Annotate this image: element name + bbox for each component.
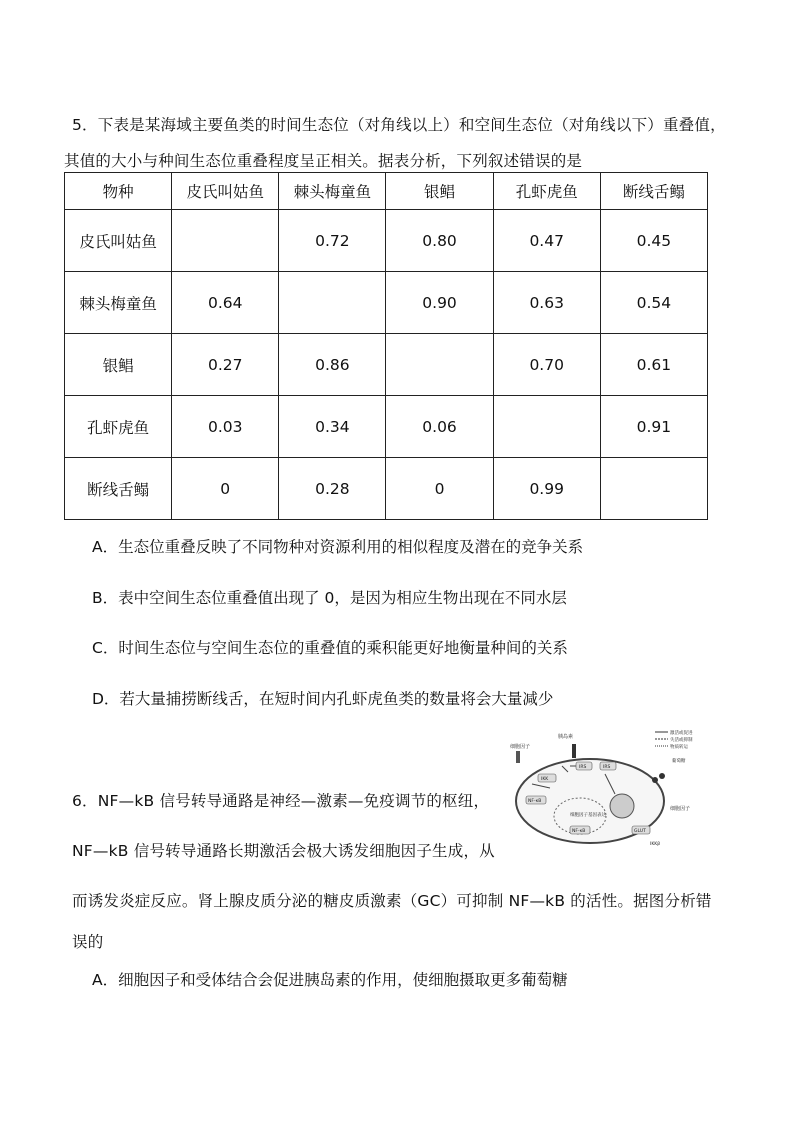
legend-label: 激活或促进 xyxy=(670,731,693,736)
table-row-label: 棘头梅童鱼 xyxy=(65,272,172,334)
cell-diagram xyxy=(510,726,720,848)
table-header-row xyxy=(65,173,708,210)
table-cell: 0.70 xyxy=(493,334,600,396)
table-cell: 0 xyxy=(386,458,493,520)
table-row xyxy=(65,272,708,334)
label-cytokine: 细胞因子 xyxy=(510,744,531,750)
table-header-cell: 断线舌鳎 xyxy=(600,173,707,210)
table-cell: 0.27 xyxy=(172,334,279,396)
table-row xyxy=(65,210,708,272)
q5-option-c: C．时间生态位与空间生态位的重叠值的乘积能更好地衡量种间的关系 xyxy=(92,639,568,657)
table-cell: 0.61 xyxy=(600,334,707,396)
table-header-cell: 棘头梅童鱼 xyxy=(279,173,386,210)
table-row xyxy=(65,334,708,396)
legend-label: 失活或抑制 xyxy=(670,738,693,743)
table-row-label: 皮氏叫姑鱼 xyxy=(65,210,172,272)
table-row-label: 孔虾虎鱼 xyxy=(65,396,172,458)
table-cell: 0.72 xyxy=(279,210,386,272)
q6-stem-line4: 误的 xyxy=(72,933,104,951)
insulin-receptor xyxy=(572,744,576,758)
label-insulin: 胰岛素 xyxy=(558,734,574,740)
label-cytokine-gene: 细胞因子基因表达 xyxy=(570,813,606,818)
q6-option-a: A．细胞因子和受体结合会促进胰岛素的作用，使细胞摄取更多葡萄糖 xyxy=(92,971,568,989)
table-cell: 0.28 xyxy=(279,458,386,520)
table-row-label: 银鲳 xyxy=(65,334,172,396)
table-cell: 0.03 xyxy=(172,396,279,458)
node-label: IKK xyxy=(541,777,549,782)
table-cell: 0 xyxy=(172,458,279,520)
table-cell: 0.47 xyxy=(493,210,600,272)
glucose-dot-icon xyxy=(659,773,665,779)
node-label: NF-κB xyxy=(572,829,586,834)
table-cell: 0.80 xyxy=(386,210,493,272)
table-cell: 0.91 xyxy=(600,396,707,458)
nfkb-pathway-figure xyxy=(510,726,720,848)
table-cell: 0.45 xyxy=(600,210,707,272)
table-cell: 0.63 xyxy=(493,272,600,334)
table-header-cell: 孔虾虎鱼 xyxy=(493,173,600,210)
node-label: NF-κB xyxy=(528,799,542,804)
table-cell: 0.06 xyxy=(386,396,493,458)
cytokine-receptor xyxy=(516,751,520,763)
glucose-dot-icon xyxy=(652,777,658,783)
table-cell: 0.34 xyxy=(279,396,386,458)
q6-stem-line1: 6．NF—kB 信号转导通路是神经—激素—免疫调节的枢纽， xyxy=(72,792,490,810)
table-header-cell: 物种 xyxy=(65,173,172,210)
node-label: IRS xyxy=(579,765,587,770)
table-row-label: 断线舌鳎 xyxy=(65,458,172,520)
q5-stem-line2: 其值的大小与种间生态位重叠程度呈正相关。据表分析，下列叙述错误的是 xyxy=(64,152,583,170)
table-cell: 0.99 xyxy=(493,458,600,520)
label-cytokine-right: 细胞因子 xyxy=(670,806,691,812)
table-cell xyxy=(172,210,279,272)
q5-option-b: B．表中空间生态位重叠值出现了 0，是因为相应生物出现在不同水层 xyxy=(92,589,567,607)
q5-option-d: D．若大量捕捞断线舌，在短时间内孔虾虎鱼类的数量将会大量减少 xyxy=(92,690,554,708)
table-cell: 0.90 xyxy=(386,272,493,334)
q6-stem-line2: NF—kB 信号转导通路长期激活会极大诱发细胞因子生成，从 xyxy=(72,842,495,860)
q6-stem-line3: 而诱发炎症反应。肾上腺皮质分泌的糖皮质激素（GC）可抑制 NF—kB 的活性。据图分析错 xyxy=(72,892,712,910)
table-cell xyxy=(600,458,707,520)
table-cell xyxy=(386,334,493,396)
table-cell: 0.64 xyxy=(172,272,279,334)
legend-label: 物质转运 xyxy=(670,745,688,750)
node-label: IRS xyxy=(603,765,611,770)
table-cell: 0.54 xyxy=(600,272,707,334)
table-row xyxy=(65,458,708,520)
table-header-cell: 皮氏叫姑鱼 xyxy=(172,173,279,210)
table-header-cell: 银鲳 xyxy=(386,173,493,210)
table-cell: 0.86 xyxy=(279,334,386,396)
label-glucose: 葡萄糖 xyxy=(672,759,686,764)
vesicle-icon xyxy=(610,794,634,818)
table-cell xyxy=(279,272,386,334)
table-row xyxy=(65,396,708,458)
label-bottom: IKKβ xyxy=(650,842,661,847)
q5-stem-line1: 5．下表是某海域主要鱼类的时间生态位（对角线以上）和空间生态位（对角线以下）重叠值， xyxy=(72,116,726,134)
q5-option-a: A．生态位重叠反映了不同物种对资源利用的相似程度及潜在的竞争关系 xyxy=(92,538,584,556)
node-label: GLUT xyxy=(634,829,646,834)
niche-overlap-table xyxy=(64,172,708,520)
table-cell xyxy=(493,396,600,458)
